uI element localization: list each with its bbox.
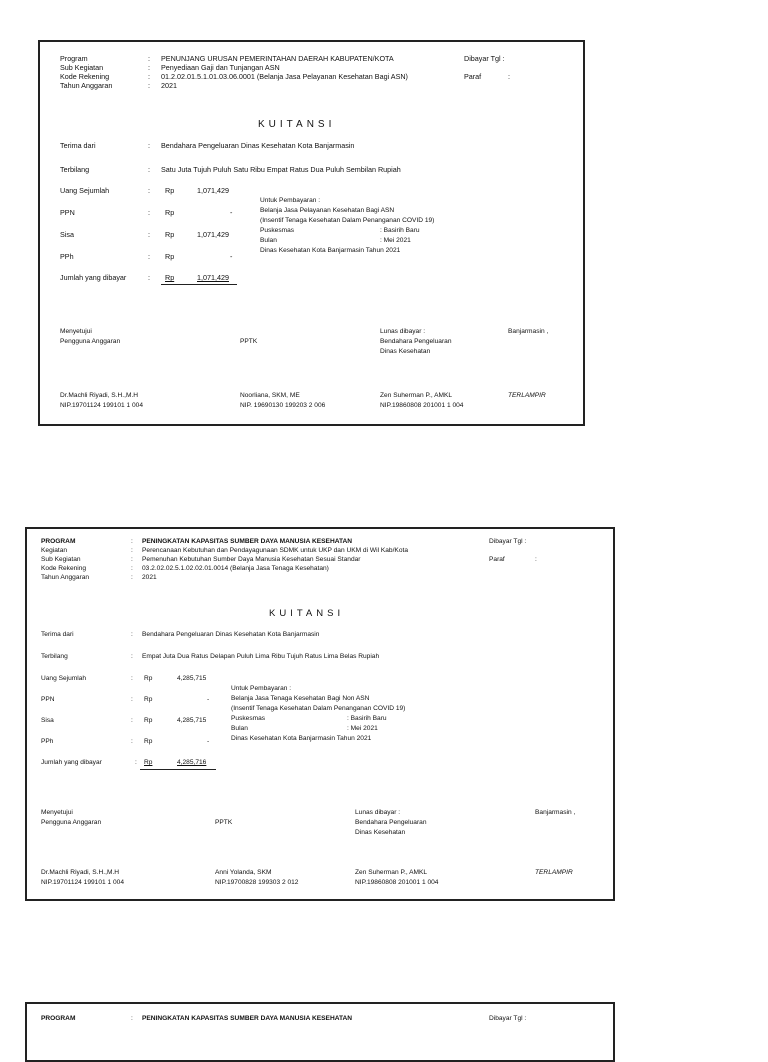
colon: : [148, 54, 150, 63]
pengguna-label: Pengguna Anggaran [60, 338, 121, 345]
bendahara-label: Bendahara Pengeluaran [355, 819, 427, 826]
dinas-label: Dinas Kesehatan [355, 829, 406, 836]
colon: : [148, 208, 150, 217]
signer3-name: Zen Suherman P., AMKL [380, 392, 453, 399]
sub-kegiatan-label: Sub Kegiatan [41, 556, 81, 563]
pptk-label: PPTK [215, 819, 233, 826]
colon: : [131, 675, 133, 682]
pembayaran-heading: Untuk Pembayaran : [260, 197, 321, 204]
dibayar-label: Dibayar Tgl : [464, 54, 505, 63]
rp-label: Rp [144, 717, 153, 724]
terima-label: Terima dari [60, 141, 96, 150]
signer2-name: Noorliana, SKM, ME [240, 392, 300, 399]
puskesmas-label: Puskesmas [231, 715, 266, 722]
program-label: Program [60, 54, 88, 63]
kegiatan-label: Kegiatan [41, 547, 68, 554]
puskesmas-value: : Basirih Baru [380, 227, 420, 234]
bulan-value: : Mei 2021 [347, 725, 378, 732]
bulan-value: : Mei 2021 [380, 237, 411, 244]
terlampir-label: TERLAMPIR [535, 869, 573, 876]
colon: : [131, 547, 133, 554]
rp-label: Rp [165, 273, 175, 282]
colon: : [131, 738, 133, 745]
ppn-value: - [207, 696, 210, 703]
signer2-nip: NIP.19700828 199303 2 012 [215, 879, 299, 886]
rekening-label: Kode Rekening [41, 565, 87, 572]
program-label: PROGRAM [41, 538, 76, 545]
colon: : [508, 72, 510, 81]
sub-kegiatan-label: Sub Kegiatan [60, 63, 104, 72]
jumlah-value: 4,285,716 [177, 759, 207, 766]
colon: : [131, 717, 133, 724]
colon: : [131, 653, 133, 660]
lunas-label: Lunas dibayar : [355, 809, 401, 816]
rekening-value: 01.2.02.01.5.1.01.03.06.0001 (Belanja Jasa Pelayanan Kesehatan Bagi ASN) [161, 72, 408, 81]
program-value: PENUNJANG URUSAN PEMERINTAHAN DAERAH KABUPATEN/KOTA [161, 54, 394, 63]
terbilang-label: Terbilang [41, 653, 68, 660]
pph-value: - [207, 738, 210, 745]
uang-sejumlah-label: Uang Sejumlah [60, 186, 110, 195]
rp-label: Rp [165, 230, 175, 239]
paraf-label: Paraf [489, 556, 505, 563]
rekening-label: Kode Rekening [60, 72, 110, 81]
tahun-value: 2021 [142, 574, 157, 581]
tahun-label: Tahun Anggaran [41, 574, 90, 581]
ppn-value: - [230, 208, 233, 217]
program-label: PROGRAM [41, 1015, 76, 1022]
rp-label: Rp [144, 696, 153, 703]
colon: : [131, 696, 133, 703]
pembayaran-line1: Belanja Jasa Pelayanan Kesehatan Bagi ASN [260, 207, 395, 214]
colon: : [148, 63, 150, 72]
tahun-label: Tahun Anggaran [60, 81, 113, 90]
pembayaran-line5: Dinas Kesehatan Kota Banjarmasin Tahun 2021 [231, 735, 372, 742]
terima-label: Terima dari [41, 631, 74, 638]
signer2-nip: NIP. 19690130 199203 2 006 [240, 402, 326, 409]
program-value: PENINGKATAN KAPASITAS SUMBER DAYA MANUSIA KESEHATAN [142, 1015, 353, 1022]
sisa-label: Sisa [60, 230, 74, 239]
colon: : [135, 759, 137, 766]
sisa-label: Sisa [41, 717, 54, 724]
jumlah-value: 1,071,429 [197, 273, 229, 282]
puskesmas-label: Puskesmas [260, 227, 295, 234]
bendahara-label: Bendahara Pengeluaran [380, 338, 452, 345]
rp-label: Rp [165, 252, 175, 261]
sisa-value: 1,071,429 [197, 230, 229, 239]
dibayar-label: Dibayar Tgl : [489, 1015, 527, 1022]
pengguna-label: Pengguna Anggaran [41, 819, 102, 826]
signer1-name: Dr.Machli Riyadi, S.H.,M.H [41, 869, 120, 876]
colon: : [148, 273, 150, 282]
program-value: PENINGKATAN KAPASITAS SUMBER DAYA MANUSIA KESEHATAN [142, 538, 353, 545]
total-underline [161, 284, 237, 285]
dinas-label: Dinas Kesehatan [380, 348, 431, 355]
signer1-nip: NIP.19701124 199101 1 004 [60, 402, 143, 409]
receipt-title: KUITANSI [258, 119, 336, 130]
receipt-1 [38, 40, 585, 426]
terbilang-value: Satu Juta Tujuh Puluh Satu Ribu Empat Ratus Dua Puluh Sembilan Rupiah [161, 165, 401, 174]
bulan-label: Bulan [231, 725, 248, 732]
bulan-label: Bulan [260, 237, 277, 244]
pph-value: - [230, 252, 233, 261]
menyetujui-label: Menyetujui [41, 809, 73, 816]
receipt-2 [25, 527, 615, 901]
rp-label: Rp [144, 738, 153, 745]
tahun-value: 2021 [161, 81, 177, 90]
signer3-nip: NIP.19860808 201001 1 004 [380, 402, 464, 409]
colon: : [148, 186, 150, 195]
colon: : [131, 556, 133, 563]
pembayaran-heading: Untuk Pembayaran : [231, 685, 292, 692]
colon: : [148, 72, 150, 81]
rp-label: Rp [144, 675, 153, 682]
sub-kegiatan-value: Penyediaan Gaji dan Tunjangan ASN [161, 63, 280, 72]
puskesmas-value: : Basirih Baru [347, 715, 387, 722]
colon: : [148, 165, 150, 174]
kegiatan-value: Perencanaan Kebutuhan dan Pendayagunaan SDMK untuk UKP dan UKM di Wil Kab/Kota [142, 547, 409, 554]
colon: : [148, 81, 150, 90]
total-underline [140, 769, 216, 770]
pptk-label: PPTK [240, 338, 258, 345]
terima-value: Bendahara Pengeluaran Dinas Kesehatan Kota Banjarmasin [161, 141, 355, 150]
city-label: Banjarmasin , [535, 809, 576, 816]
ppn-label: PPN [60, 208, 75, 217]
sub-kegiatan-value: Pemenuhan Kebutuhan Sumber Daya Manusia Kesehatan Sesuai Standar [142, 556, 361, 563]
menyetujui-label: Menyetujui [60, 328, 92, 335]
uang-sejumlah-label: Uang Sejumlah [41, 675, 87, 682]
pembayaran-line2: (Insentif Tenaga Kesehatan Dalam Penanganan COVID 19) [260, 217, 435, 224]
colon: : [535, 556, 537, 563]
signer1-nip: NIP.19701124 199101 1 004 [41, 879, 124, 886]
terbilang-label: Terbilang [60, 165, 90, 174]
signer3-nip: NIP.19860808 201001 1 004 [355, 879, 439, 886]
colon: : [131, 631, 133, 638]
pembayaran-line2: (Insentif Tenaga Kesehatan Dalam Penanganan COVID 19) [231, 705, 406, 712]
receipt-title: KUITANSI [269, 608, 345, 619]
jumlah-label: Jumlah yang dibayar [60, 273, 127, 282]
colon: : [131, 574, 133, 581]
signer3-name: Zen Suherman P., AMKL [355, 869, 428, 876]
rekening-value: 03.2.02.02.5.1.02.02.01.0014 (Belanja Jasa Tenaga Kesehatan) [142, 565, 329, 572]
colon: : [148, 141, 150, 150]
colon: : [131, 1015, 133, 1022]
uang-sejumlah-value: 4,285,715 [177, 675, 207, 682]
jumlah-label: Jumlah yang dibayar [41, 759, 102, 766]
pph-label: PPh [60, 252, 74, 261]
sisa-value: 4,285,715 [177, 717, 207, 724]
colon: : [148, 252, 150, 261]
dibayar-label: Dibayar Tgl : [489, 538, 527, 545]
receipt-3 [25, 1002, 615, 1062]
city-label: Banjarmasin , [508, 328, 549, 335]
rp-label: Rp [165, 186, 175, 195]
colon: : [131, 565, 133, 572]
pembayaran-line5: Dinas Kesehatan Kota Banjarmasin Tahun 2021 [260, 247, 401, 254]
lunas-label: Lunas dibayar : [380, 328, 426, 335]
uang-sejumlah-value: 1,071,429 [197, 186, 229, 195]
pph-label: PPh [41, 738, 54, 745]
terlampir-label: TERLAMPIR [508, 392, 546, 399]
pembayaran-line1: Belanja Jasa Tenaga Kesehatan Bagi Non ASN [231, 695, 370, 702]
rp-label: Rp [165, 208, 175, 217]
terbilang-value: Empat Juta Dua Ratus Delapan Puluh Lima Ribu Tujuh Ratus Lima Belas Rupiah [142, 653, 380, 660]
rp-label: Rp [144, 759, 153, 766]
colon: : [148, 230, 150, 239]
signer2-name: Anni Yolanda, SKM [215, 869, 272, 876]
ppn-label: PPN [41, 696, 55, 703]
terima-value: Bendahara Pengeluaran Dinas Kesehatan Kota Banjarmasin [142, 631, 320, 638]
signer1-name: Dr.Machli Riyadi, S.H.,M.H [60, 392, 139, 399]
colon: : [131, 538, 133, 545]
paraf-label: Paraf [464, 72, 482, 81]
